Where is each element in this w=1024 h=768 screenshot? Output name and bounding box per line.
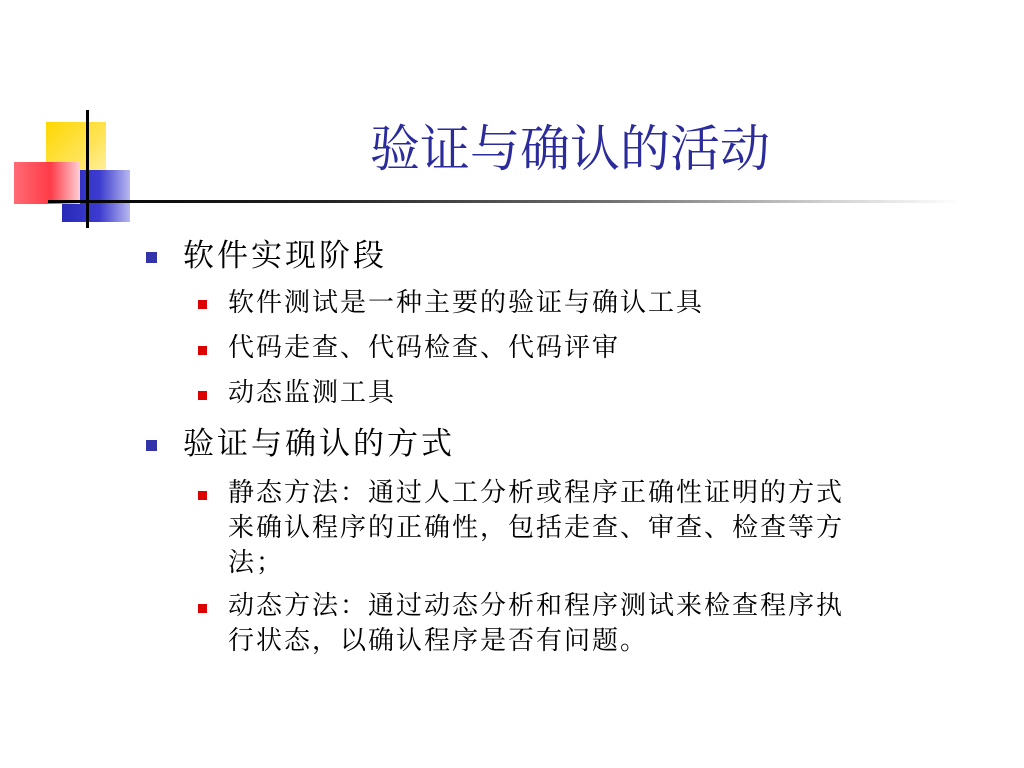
level2-bullet-icon	[198, 300, 207, 309]
section-heading-2: 验证与确认的方式	[183, 426, 455, 462]
list-item: 动态监测工具	[228, 378, 397, 408]
list-item-line: 动态方法：通过动态分析和程序测试来检查程序执	[228, 591, 845, 621]
slide-title: 验证与确认的活动	[370, 120, 770, 178]
level1-bullet-icon	[146, 252, 157, 263]
list-item-line: 来确认程序的正确性，包括走查、审查、检查等方	[228, 513, 845, 543]
list-item-line: 静态方法：通过人工分析或程序正确性证明的方式	[228, 478, 845, 508]
list-item: 软件测试是一种主要的验证与确认工具	[228, 288, 705, 318]
level2-bullet-icon	[198, 604, 207, 613]
list-item-line: 法；	[228, 548, 285, 578]
logo-vertical-line	[86, 110, 89, 228]
level2-bullet-icon	[198, 491, 207, 500]
list-item-line: 行状态，以确认程序是否有问题。	[228, 626, 649, 656]
list-item: 代码走查、代码检查、代码评审	[228, 333, 621, 363]
level2-bullet-icon	[198, 346, 207, 355]
logo-red-square	[14, 162, 80, 204]
level2-bullet-icon	[198, 391, 207, 400]
section-heading-1: 软件实现阶段	[183, 238, 387, 274]
title-underline	[48, 200, 960, 203]
level1-bullet-icon	[146, 440, 157, 451]
